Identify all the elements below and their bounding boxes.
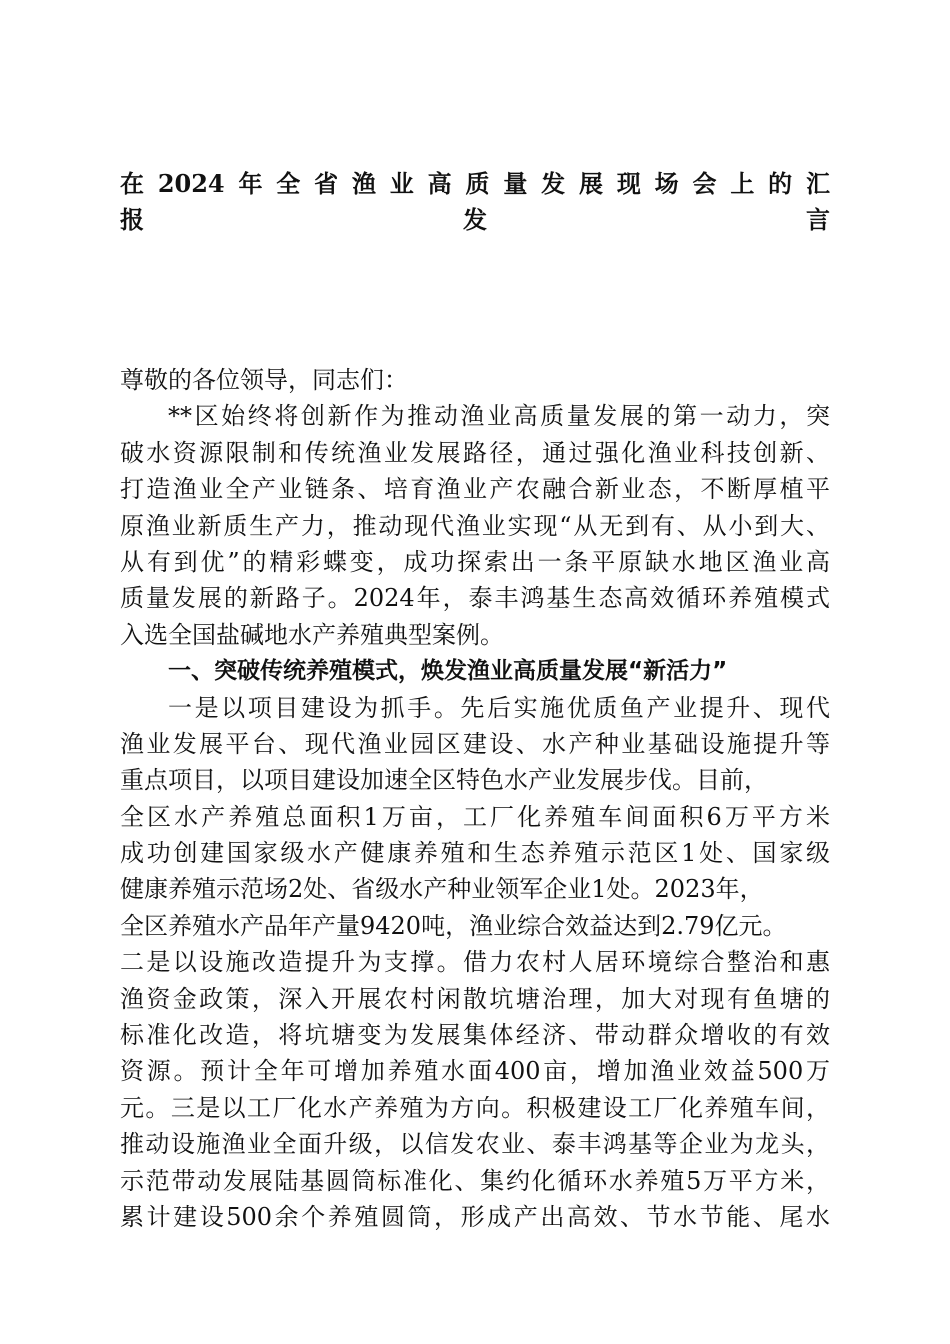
paragraph-1-line: 原渔业新质生产力，推动现代渔业实现“从无到有、从小到大、 [120, 511, 830, 540]
section-1-line: 二是以设施改造提升为支撑。借力农村人居环境综合整治和惠 [120, 948, 830, 977]
paragraph-1-line: 破水资源限制和传统渔业发展路径，通过强化渔业科技创新、 [120, 438, 830, 467]
title-line-2: 报发言 [120, 205, 830, 235]
section-1-line: 元。三是以工厂化水产养殖为方向。积极建设工厂化养殖车间， [120, 1093, 830, 1122]
section-1-line: 渔业发展平台、现代渔业园区建设、水产种业基础设施提升等 [120, 729, 830, 758]
paragraph-1-line: 打造渔业全产业链条、培育渔业产农融合新业态，不断厚植平 [120, 475, 830, 504]
salutation: 尊敬的各位领导，同志们： [120, 366, 408, 394]
section-1-line: 示范带动发展陆基圆筒标准化、集约化循环水养殖5万平方米， [120, 1166, 830, 1195]
paragraph-1-line: 质量发展的新路子。2024年，泰丰鸿基生态高效循环养殖模式 [120, 584, 830, 613]
section-1-line: 全区养殖水产品年产量9420吨，渔业综合效益达到2.79亿元。 [120, 911, 787, 940]
section-1-line: 标准化改造，将坑塘变为发展集体经济、带动群众增收的有效 [120, 1021, 830, 1050]
section-1-line: 全区水产养殖总面积1万亩，工厂化养殖车间面积6万平方米 [120, 802, 830, 831]
section-1-heading: 一、突破传统养殖模式，焕发渔业高质量发展“新活力” [168, 658, 728, 685]
section-1-line: 成功创建国家级水产健康养殖和生态养殖示范区1处、国家级 [120, 839, 830, 868]
section-1-line: 累计建设500余个养殖圆筒，形成产出高效、节水节能、尾水 [120, 1202, 830, 1231]
paragraph-1-line: 从有到优”的精彩蝶变，成功探索出一条平原缺水地区渔业高 [120, 547, 830, 576]
paragraph-1-line: 入选全国盐碱地水产养殖典型案例。 [120, 620, 504, 649]
section-1-line: 渔资金政策，深入开展农村闲散坑塘治理，加大对现有鱼塘的 [120, 984, 830, 1013]
section-1-line: 推动设施渔业全面升级，以信发农业、泰丰鸿基等企业为龙头， [120, 1130, 830, 1159]
document-title [120, 166, 830, 239]
section-1-line: 重点项目，以项目建设加速全区特色水产业发展步伐。目前， [120, 766, 768, 795]
paragraph-1-line: **区始终将创新作为推动渔业高质量发展的第一动力，突 [168, 402, 830, 431]
section-1-line: 资源。预计全年可增加养殖水面400亩，增加渔业效益500万 [120, 1057, 830, 1086]
section-1-line: 健康养殖示范场2处、省级水产种业领军企业1处。2023年， [120, 875, 764, 904]
document-body [120, 362, 830, 1235]
title-line-1: 在2024年全省渔业高质量发展现场会上的汇 [120, 169, 830, 198]
section-1-line: 一是以项目建设为抓手。先后实施优质鱼产业提升、现代 [168, 693, 830, 722]
